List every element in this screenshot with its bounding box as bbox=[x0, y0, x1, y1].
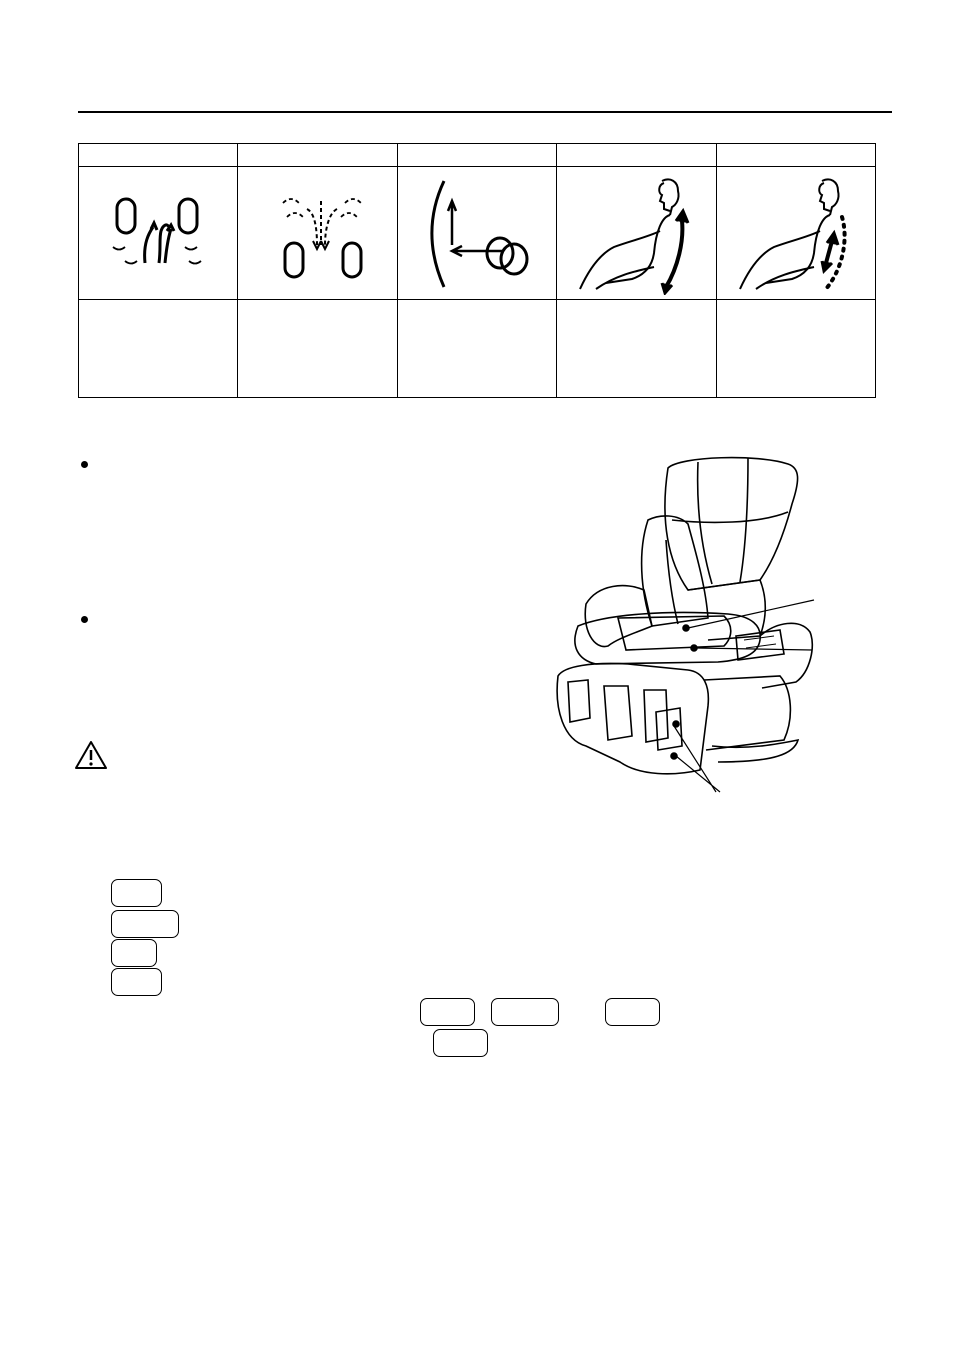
description-cell bbox=[716, 300, 875, 398]
rolling-back-icon bbox=[566, 171, 706, 295]
kneading-rollers-icon bbox=[103, 183, 213, 283]
warning-triangle-icon bbox=[74, 740, 108, 770]
table-description-row bbox=[79, 300, 876, 398]
control-key-8 bbox=[433, 1029, 488, 1057]
percussion-back-icon bbox=[726, 171, 866, 295]
massage-chair-illustration bbox=[548, 450, 832, 808]
table-icon-row bbox=[79, 167, 876, 300]
massage-modes-table bbox=[78, 143, 876, 398]
description-cell bbox=[397, 300, 556, 398]
icon-cell bbox=[238, 167, 397, 300]
table-header-row bbox=[79, 144, 876, 167]
icon-cell bbox=[557, 167, 716, 300]
control-key-4 bbox=[111, 968, 162, 996]
shiatsu-roller-icon bbox=[422, 175, 532, 291]
header-rule bbox=[78, 111, 892, 113]
description-cell bbox=[557, 300, 716, 398]
control-key-6 bbox=[491, 998, 559, 1026]
icon-cell bbox=[79, 167, 238, 300]
description-cell bbox=[238, 300, 397, 398]
header-cell bbox=[557, 144, 716, 167]
control-key-5 bbox=[420, 998, 475, 1026]
icon-cell bbox=[397, 167, 556, 300]
bullet-point bbox=[81, 461, 88, 468]
header-cell bbox=[397, 144, 556, 167]
header-cell bbox=[716, 144, 875, 167]
control-key-3 bbox=[111, 939, 157, 967]
header-cell bbox=[238, 144, 397, 167]
control-key-7 bbox=[605, 998, 660, 1026]
tapping-rollers-icon bbox=[263, 183, 373, 283]
icon-cell bbox=[716, 167, 875, 300]
header-cell bbox=[79, 144, 238, 167]
control-key-2 bbox=[111, 910, 179, 938]
description-cell bbox=[79, 300, 238, 398]
bullet-point bbox=[81, 616, 88, 623]
control-key-1 bbox=[111, 879, 162, 907]
